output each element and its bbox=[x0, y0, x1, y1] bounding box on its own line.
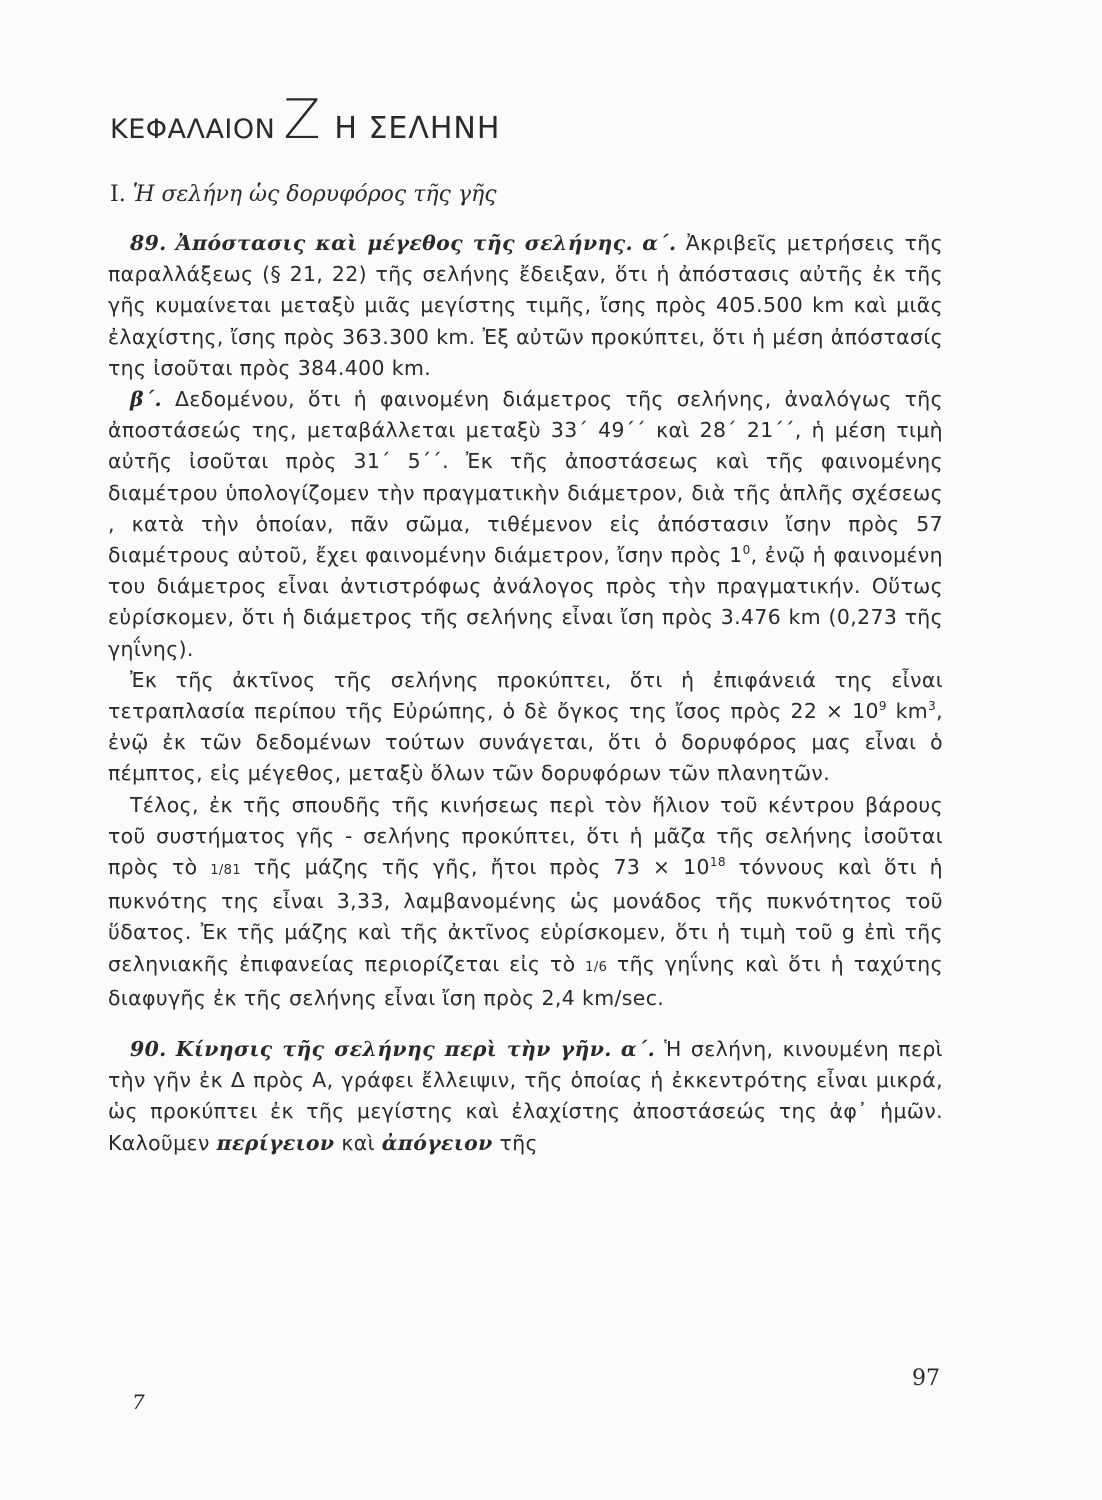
paragraph-89-beta-text-1: Δεδομένου, ὅτι ἡ φαινομένη διάμετρος τῆς σελήνης, ἀναλόγως τῆς ἀποστάσεώς της, μεταβάλλεται μεταξὺ 33΄ 49΄΄ καὶ 28΄ 21΄΄, ἡ μέση τιμὴ αὐτῆς ἰσοῦται πρὸς 31΄ 5΄΄. Ἐκ τῆς ἀποστάσεως καὶ τῆς φαινομένης διαμέτρου ὑπολογίζομεν τὴν πραγματικὴν διάμετρον, διὰ τῆς ἁπλῆς σχέσεως , κατὰ τὴν ὁποίαν, πᾶν σῶμα, τιθέμενον εἰς ἀπόστασιν ἴσην πρὸς 57 διαμέτρους αὐτοῦ, ἔχει φαινομένην διάμετρον, ἴσην πρὸς 1 bbox=[108, 387, 944, 568]
mass-text-1: Τέλος, ἐκ τῆς σπουδῆς τῆς κινήσεως περὶ τὸν ἥλιον τοῦ κέντρου βάρους τοῦ συστήματος γῆς - σελήνης προκύπτει, ὅτι ἡ μᾶζα τῆς σελήνης ἰσοῦται πρὸς τὸ bbox=[108, 792, 943, 880]
section-title: Ἡ σελήνη ὡς δορυφόρος τῆς γῆς bbox=[132, 182, 497, 207]
paragraph-89-number: 89. bbox=[130, 231, 167, 255]
mass-exponent: 18 bbox=[709, 855, 726, 870]
surface-text-1: Ἐκ τῆς ἀκτῖνος τῆς σελήνης προκύπτει, ὅτι ἡ ἐπιφάνειά της εἶναι τετραπλασία περίπου τῆς Εὐρώπης, ὁ δὲ ὄγκος της ἴσος πρὸς 22 × 10 bbox=[108, 667, 943, 724]
chapter-letter: Z bbox=[283, 88, 321, 151]
mass-text-3: τόννους καὶ ὅτι ἡ πυκνότης της εἶναι 3,33, λαμβανομένης ὡς μονάδος τῆς πυκνότητος τοῦ ὕδατος. Ἐκ τῆς μάζης καὶ τῆς ἀκτῖνος εὑρίσκομεν, ὅτι ἡ τιμὴ τοῦ g ἐπὶ τῆς σεληνιακῆς ἐπιφανείας περιορίζεται εἰς τὸ bbox=[108, 855, 943, 976]
chapter-label: ΚΕΦΑΛΑΙΟΝ bbox=[110, 114, 276, 145]
page-number: 97 bbox=[912, 1366, 940, 1391]
paragraph-90 bbox=[108, 1034, 943, 1159]
paragraph-90-heading: Κίνησις τῆς σελήνης περὶ τὴν γῆν. bbox=[175, 1037, 612, 1062]
surface-text-2: km bbox=[886, 699, 929, 724]
chapter-title: Η ΣΕΛΗΝΗ bbox=[334, 111, 501, 146]
mass-fraction-1: 1/81 bbox=[210, 863, 241, 879]
paragraph-90-alpha-label: α΄. bbox=[620, 1037, 656, 1062]
surface-text-3: , ἐνῷ ἐκ τῶν δεδομένων τούτων συνάγεται, ὅτι ὁ δορυφόρος μας εἶναι ὁ πέμπτος, εἰς μέγεθος, μεταξὺ ὅλων τῶν δορυφόρων τῶν πλανητῶν. bbox=[108, 699, 943, 786]
mass-text-4: τῆς γηΐνης καὶ ὅτι ἡ ταχύτης διαφυγῆς ἐκ τῆς σελήνης εἶναι ἴση πρὸς 2,4 km/sec. bbox=[108, 951, 943, 1010]
section-heading bbox=[110, 182, 497, 207]
paragraph-89-surface bbox=[108, 665, 943, 790]
body-text bbox=[108, 228, 943, 1159]
paragraph-89-beta bbox=[108, 384, 943, 665]
paragraph-89-beta-label: β΄. bbox=[130, 387, 163, 412]
paragraph-90-number: 90. bbox=[130, 1037, 167, 1062]
paragraph-89-alpha bbox=[108, 228, 943, 384]
paragraph-90-text-1: Ἡ σελήνη, κινουμένη περὶ τὴν γῆν ἐκ Δ πρὸς Α, γράφει ἔλλειψιν, τῆς ὁποίας ἡ ἐκκεντρότης εἶναι μικρά, ὡς προκύπτει ἐκ τῆς μεγίστης καὶ ἐλαχίστης ἀποστάσεώς της ἀφ᾽ ἡμῶν. Καλοῦμεν bbox=[108, 1037, 943, 1155]
paragraph-89-alpha-label: α΄. bbox=[642, 231, 677, 255]
paragraph-89-beta-text-2: , ἐνῷ ἡ φαινομένη του διάμετρος εἶναι ἀντιστρόφως ἀνάλογος πρὸς τὴν πραγματικήν. Οὕτως εὑρίσκομεν, ὅτι ἡ διάμετρος τῆς σελήνης εἶναι ἴση πρὸς 3.476 km (0,273 τῆς γηΐνης). bbox=[108, 543, 944, 661]
paragraph-90-text-2: καὶ bbox=[334, 1130, 382, 1155]
term-apogee: ἀπόγειον bbox=[381, 1130, 493, 1155]
degree-superscript: 0 bbox=[742, 543, 751, 558]
term-perigee: περίγειον bbox=[216, 1130, 335, 1155]
paragraph-89-alpha-text: Ἀκριβεῖς μετρήσεις τῆς παραλλάξεως (§ 21, 22) τῆς σελήνης ἔδειξαν, ὅτι ἡ ἀπόστασις αὐτῆς ἐκ τῆς γῆς κυμαίνεται μεταξὺ μιᾶς μεγίστης τιμῆς, ἴσης πρὸς 405.500 km καὶ μιᾶς ἐλαχίστης, ἴσης πρὸς 363.300 km. Ἐξ αὐτῶν προκύπτει, ὅτι ἡ μέση ἀπόστασίς της ἰσοῦται πρὸς 384.400 km. bbox=[108, 231, 943, 380]
surface-exponent-1: 9 bbox=[878, 699, 887, 714]
signature-mark: 7 bbox=[132, 1390, 145, 1414]
paragraph-89-mass bbox=[108, 790, 943, 1014]
mass-text-2: τῆς μάζης τῆς γῆς, ἤτοι πρὸς 73 × 10 bbox=[241, 855, 710, 880]
section-number: I. bbox=[110, 182, 126, 207]
paragraph-89-heading: Ἀπόστασις καὶ μέγεθος τῆς σελήνης. bbox=[175, 231, 634, 255]
chapter-heading bbox=[110, 88, 500, 158]
surface-exponent-2: 3 bbox=[928, 699, 937, 714]
paragraph-90-text-3: τῆς bbox=[492, 1130, 538, 1155]
gravity-fraction: 1/6 bbox=[585, 959, 608, 975]
